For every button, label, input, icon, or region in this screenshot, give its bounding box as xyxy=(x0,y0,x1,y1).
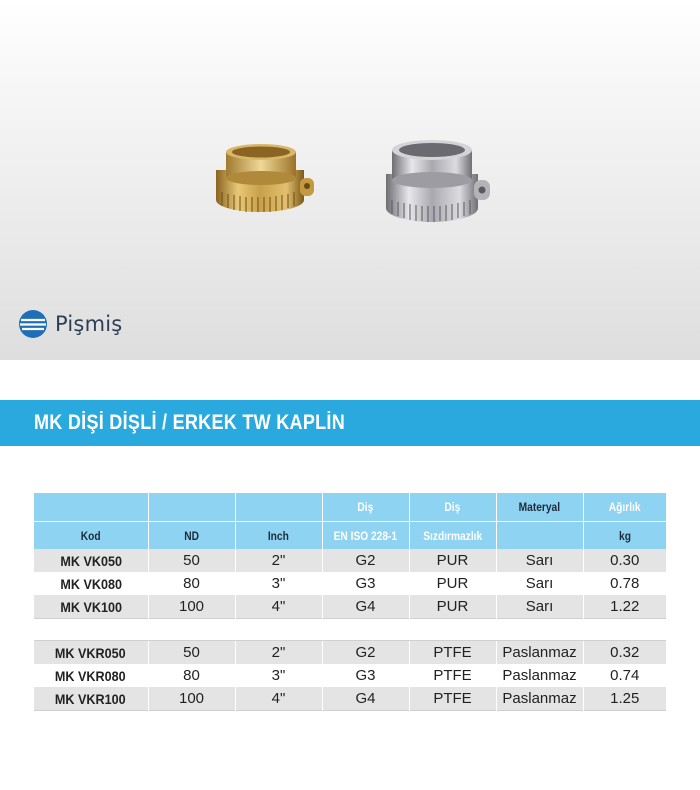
cell-materyal: Sarı xyxy=(496,549,583,572)
cell-inch: 3" xyxy=(235,664,322,687)
header-top-inch xyxy=(235,493,322,522)
cell-kod: MK VK080 xyxy=(59,575,122,592)
cell-dis: G3 xyxy=(322,572,409,595)
cell-kod: MK VKR050 xyxy=(34,641,148,665)
cell-nd: 50 xyxy=(148,641,235,665)
header-sizdirmazlik: Sızdırmazlık xyxy=(409,522,496,550)
cell-materyal: Paslanmaz xyxy=(496,664,583,687)
cell-nd: 80 xyxy=(148,572,235,595)
header-kod: Kod xyxy=(34,522,148,550)
cell-sizdirmazlik: PTFE xyxy=(409,664,496,687)
cell-materyal: Sarı xyxy=(496,595,583,619)
cell-nd: 100 xyxy=(148,595,235,619)
cell-kod: MK VKR080 xyxy=(55,667,127,684)
table-row xyxy=(34,595,666,619)
cell-materyal: Paslanmaz xyxy=(496,687,583,711)
cell-nd: 100 xyxy=(148,687,235,711)
title-banner xyxy=(0,400,700,446)
cell-dis: G2 xyxy=(322,549,409,572)
steel-coupling-icon xyxy=(378,136,496,230)
cell-inch: 4" xyxy=(235,595,322,619)
cell-inch: 2" xyxy=(235,641,322,665)
table-row xyxy=(34,687,666,711)
cell-agirlik: 0.74 xyxy=(583,664,666,687)
header-materyal-blank xyxy=(496,522,583,550)
header-top-kod xyxy=(34,493,148,522)
table-spacer-row xyxy=(34,619,666,641)
cell-materyal: Sarı xyxy=(496,572,583,595)
table-row xyxy=(34,549,666,572)
cell-sizdirmazlik: PUR xyxy=(409,595,496,619)
cell-agirlik: 1.22 xyxy=(583,595,666,619)
header-en-iso: EN ISO 228-1 xyxy=(322,522,409,550)
cell-nd: 50 xyxy=(148,549,235,572)
cell-inch: 2" xyxy=(235,549,322,572)
cell-kod: MK VK100 xyxy=(34,595,148,619)
cell-agirlik: 0.78 xyxy=(583,572,666,595)
header-kg: kg xyxy=(583,522,666,550)
cell-dis: G4 xyxy=(322,595,409,619)
cell-sizdirmazlik: PUR xyxy=(409,549,496,572)
product-title: MK DİŞİ DİŞLİ / ERKEK TW KAPLİN xyxy=(34,411,346,434)
header-top-dis-1: Diş xyxy=(322,493,409,522)
brass-coupling-icon xyxy=(208,140,320,218)
header-row-top xyxy=(34,493,666,522)
cell-dis: G3 xyxy=(322,664,409,687)
spec-table xyxy=(34,493,666,711)
header-top-nd xyxy=(148,493,235,522)
cell-sizdirmazlik: PTFE xyxy=(409,687,496,711)
header-agirlik: Ağırlık xyxy=(583,493,666,522)
header-row-bottom xyxy=(34,522,666,550)
cell-agirlik: 1.25 xyxy=(583,687,666,711)
header-nd: ND xyxy=(148,522,235,550)
table-row xyxy=(34,664,666,687)
cell-inch: 4" xyxy=(235,687,322,711)
cell-agirlik: 0.32 xyxy=(583,641,666,665)
cell-nd: 80 xyxy=(148,664,235,687)
header-inch: Inch xyxy=(235,522,322,550)
table-row xyxy=(34,641,666,665)
cell-agirlik: 0.30 xyxy=(583,549,666,572)
brand-logo xyxy=(18,309,122,339)
cell-sizdirmazlik: PTFE xyxy=(409,641,496,665)
pismis-logo-icon xyxy=(18,309,48,339)
cell-dis: G2 xyxy=(322,641,409,665)
header-materyal: Materyal xyxy=(496,493,583,522)
cell-materyal: Paslanmaz xyxy=(496,641,583,665)
cell-sizdirmazlik: PUR xyxy=(409,572,496,595)
brand-name: Pişmiş xyxy=(55,312,123,336)
header-top-dis-2: Diş xyxy=(409,493,496,522)
product-photo-area xyxy=(0,0,700,360)
cell-dis: G4 xyxy=(322,687,409,711)
cell-kod: MK VK050 xyxy=(34,549,148,572)
cell-kod: MK VKR100 xyxy=(34,687,148,711)
table-row xyxy=(34,572,666,595)
cell-inch: 3" xyxy=(235,572,322,595)
